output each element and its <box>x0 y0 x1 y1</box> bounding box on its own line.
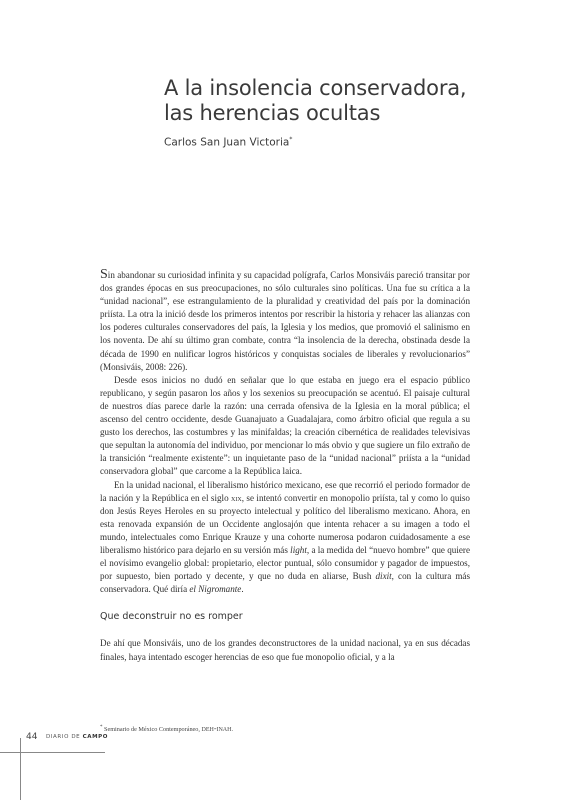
paragraph-1-text: in abandonar su curiosidad infinita y su capacidad polígrafa, Carlos Monsiváis pareció transitar por dos grandes épocas en sus preocupaciones, no sólo culturales sino políticas. Una fue su crítica a la “unidad nacional”, ese estrangulamiento de la pluralidad y creatividad del país por la dominación priísta. La otra la inició desde los primeros intentos por rescribir la historia y rehacer las alianzas con los poderes culturales conservadores del país, la Iglesia y los medios, que promovió el salinismo en los noventa. De ahí su último gran combate, contra “la insolencia de la derecha, obstinada desde la década de 1990 en nulificar logros históricos y conquistas sociales de liberales y revolucionarios” (Monsiváis, 2008: 226). <box>100 270 470 372</box>
drop-cap: S <box>100 267 108 282</box>
italic-light: light <box>290 544 307 555</box>
italic-dixit: dixit <box>375 571 392 582</box>
page-number: 44 <box>26 732 38 742</box>
paragraph-2: Desde esos inicios no dudó en señalar que lo que estaba en juego era el espacio público republicano, y según pasaron los años y los sexenios su preocupación se acentuó. El paisaje cultural de nuestros días parece darle la razón: una cerrada ofensiva de la Iglesia en la moral pública; el ascenso del centro occidente, desde Guanajuato a Guadalajara, como árbitro oficial que regula a su gusto los derechos, las costumbres y las minifaldas; la creación cibernética de realidades televisivas que sepultan la autonomía del individuo, por mencionar lo más obvio y que sugiere un filo extraño de la transición “realmente existente”: un inquietante paso de la “unidad nacional” priísta a la “unidad conservadora global” que carcome a la República laica. <box>100 374 470 477</box>
italic-nigromante: el Nigromante <box>189 584 242 595</box>
author-name: Carlos San Juan Victoria <box>164 136 290 149</box>
paragraph-3-text-a: En la unidad nacional, el liberalismo histórico mexicano, ese que recorrió el periodo formador de la nación y la República en el siglo <box>100 479 470 503</box>
journal-prefix: DIARIO DE <box>46 734 83 740</box>
footnote-end: . <box>231 726 234 733</box>
article-author <box>164 136 292 149</box>
footnote-mark: * <box>100 724 103 730</box>
article-title-line-2: las herencias ocultas <box>164 101 381 125</box>
footer-vertical-rule <box>20 738 21 800</box>
journal-name <box>46 734 108 740</box>
footnote-institution: deh-inah <box>201 724 232 733</box>
footer-rule <box>0 752 105 753</box>
author-note-mark: * <box>289 136 293 143</box>
paragraph-3-text-d: , con la cultura más conservadora. Qué diría <box>100 571 470 595</box>
paragraph-3-text-c: , a la medida del “nuevo hombre” que quiere el novísimo evangelio global: propietario, elector puntual, sólo consumidor y pagador de impuestos, por supuesto, bien portado y decente, y que no duda en aliarse, Bush <box>100 544 470 582</box>
footnote-text: Seminario de México Contemporáneo, <box>104 726 202 733</box>
paragraph-3-text-b: , se intentó convertir en monopolio priísta, tal y como lo quiso don Jesús Reyes Heroles en su proyecto intelectual y político del liberalismo mexicano. Ahora, en esta renovada expansión de un Occidente anglosajón que intenta rehacer a su imagen a todo el mundo, intelectuales como Enrique Krauze y una cohorte numerosa podaron cuidadosamente a ese liberalismo histórico para dejarlo en su versión más <box>100 492 470 555</box>
article-title-line-1: A la insolencia conservadora, <box>164 76 467 100</box>
footnote <box>100 724 470 733</box>
journal-title: CAMPO <box>82 734 109 740</box>
paragraph-3-text-e: . <box>241 584 244 595</box>
paragraph-4: De ahí que Monsiváis, uno de los grandes deconstructores de la unidad nacional, ya en sus décadas finales, haya intentado escoger herencias de eso que fue monopolio oficial, y a la <box>100 638 470 662</box>
paragraph-3 <box>100 479 470 597</box>
article-title <box>164 76 544 126</box>
century-numeral: xix <box>231 493 242 503</box>
article-body <box>100 268 470 664</box>
paragraph-1 <box>100 268 470 374</box>
section-heading: Que deconstruir no es romper <box>100 611 243 623</box>
